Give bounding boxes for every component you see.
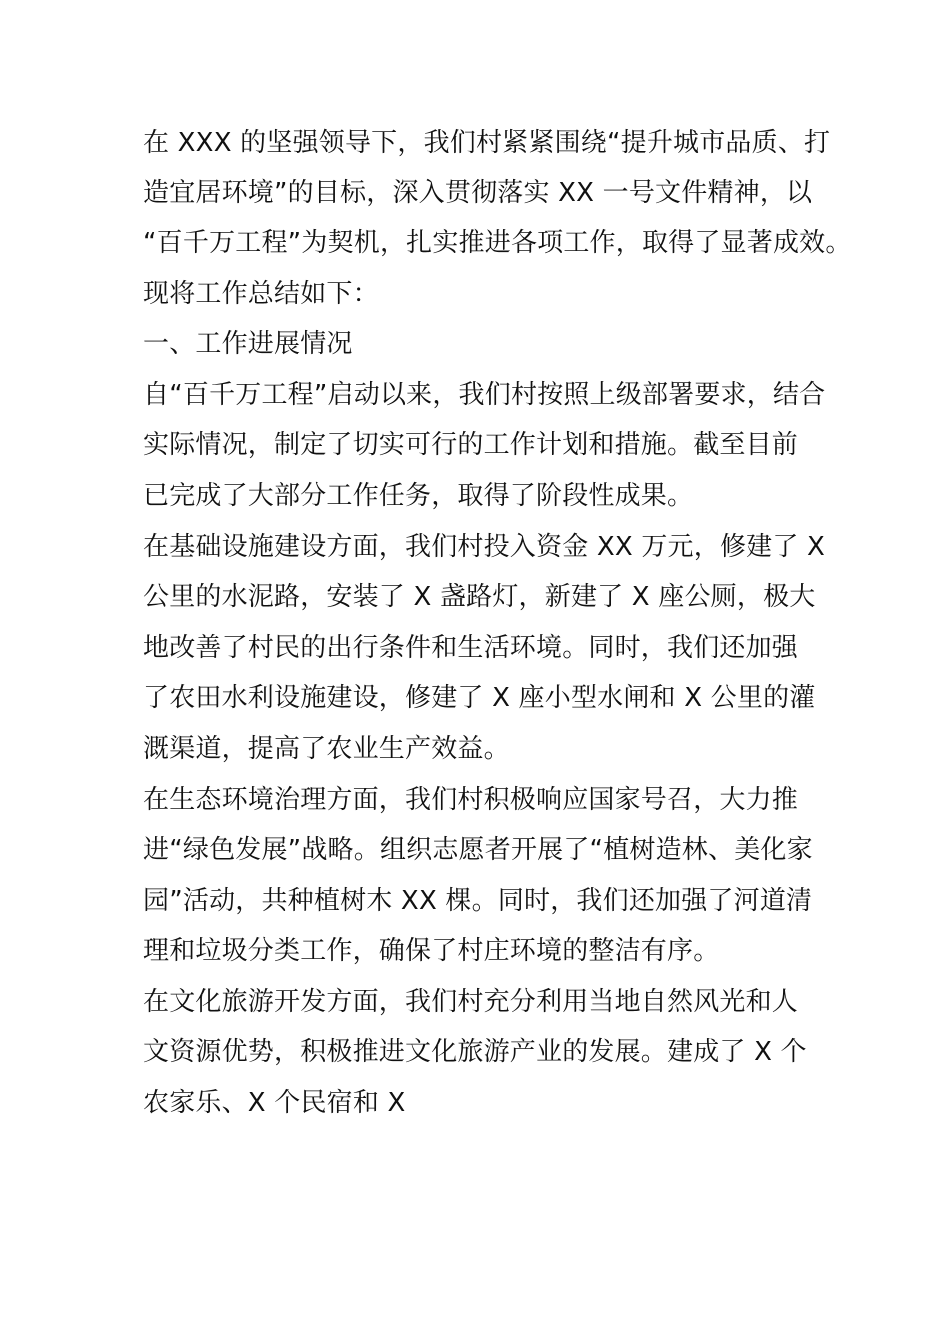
paragraph-line: 现将工作总结如下： <box>143 279 379 309</box>
paragraph-line: 溉渠道，提高了农业生产效益。 <box>143 734 510 764</box>
paragraph-line: 造宜居环境”的目标，深入贯彻落实 XX 一号文件精神，以 <box>143 178 813 208</box>
paragraph-line: “百千万工程”为契机，扎实推进各项工作，取得了显著成效。 <box>143 228 852 258</box>
paragraph-line: 实际情况，制定了切实可行的工作计划和措施。截至目前 <box>143 430 799 460</box>
paragraph-line: 园”活动，共种植树木 XX 棵。同时，我们还加强了河道清 <box>143 886 813 916</box>
paragraph-line: 进“绿色发展”战略。组织志愿者开展了“植树造林、美化家 <box>143 835 813 865</box>
paragraph-line: 农家乐、X 个民宿和 X <box>143 1088 406 1118</box>
paragraph-line: 公里的水泥路，安装了 X 盏路灯，新建了 X 座公厕，极大 <box>143 582 816 612</box>
paragraph-line: 理和垃圾分类工作，确保了村庄环境的整洁有序。 <box>143 936 720 966</box>
paragraph-line: 在文化旅游开发方面，我们村充分利用当地自然风光和人 <box>143 987 799 1017</box>
paragraph-line: 在生态环境治理方面，我们村积极响应国家号召，大力推 <box>143 785 799 815</box>
paragraph-line: 自“百千万工程”启动以来，我们村按照上级部署要求，结合 <box>143 380 826 410</box>
paragraph-line: 在 XXX 的坚强领导下，我们村紧紧围绕“提升城市品质、打 <box>143 128 831 158</box>
paragraph-line: 了农田水利设施建设，修建了 X 座小型水闸和 X 公里的灌 <box>143 683 816 713</box>
paragraph-line: 文资源优势，积极推进文化旅游产业的发展。建成了 X 个 <box>143 1037 807 1067</box>
paragraph-line: 已完成了大部分工作任务，取得了阶段性成果。 <box>143 481 694 511</box>
paragraph-line: 地改善了村民的出行条件和生活环境。同时，我们还加强 <box>143 633 799 663</box>
section-heading: 一、工作进展情况 <box>143 329 353 359</box>
paragraph-line: 在基础设施建设方面，我们村投入资金 XX 万元，修建了 X <box>143 532 826 562</box>
